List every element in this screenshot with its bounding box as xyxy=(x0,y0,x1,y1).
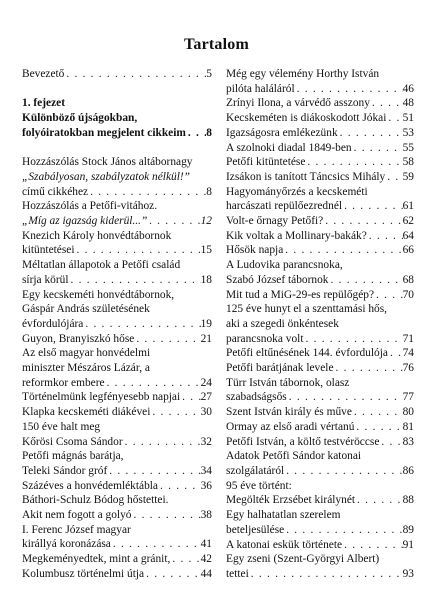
page-number: 89 xyxy=(402,523,414,536)
page-number: 88 xyxy=(402,494,414,507)
toc-entry-title: Petőfi István, a költő testvéröccse xyxy=(226,435,380,448)
page-number: 93 xyxy=(402,567,414,580)
toc-entry-title: Türr István tábornok, olasz xyxy=(226,376,350,389)
dot-leader xyxy=(385,170,402,185)
toc-entry-title: Volt-e őrnagy Petőfi? xyxy=(226,215,324,228)
toc-entry-title: Különböző újságokban, xyxy=(22,112,138,125)
dot-leader xyxy=(107,464,200,479)
page-number: 66 xyxy=(402,244,414,257)
toc-entry[interactable] xyxy=(22,449,212,478)
dot-leader xyxy=(374,288,403,303)
toc-entry-title: Hozzászólás a Petőfi-vitához. xyxy=(22,200,158,213)
toc-entry[interactable] xyxy=(226,420,414,435)
toc-entry[interactable] xyxy=(226,435,414,450)
toc-entry-title: Az első magyar honvédelmi xyxy=(22,347,151,360)
page-number: 74 xyxy=(402,347,414,360)
dot-leader xyxy=(75,243,201,258)
page-number: 46 xyxy=(402,82,414,95)
toc-entry[interactable] xyxy=(226,479,414,494)
toc-entry[interactable] xyxy=(22,420,212,449)
dot-leader xyxy=(367,229,403,244)
dot-leader xyxy=(284,464,402,479)
toc-entry-title: Klapka kecskeméti diákévei xyxy=(22,406,151,419)
toc-entry[interactable] xyxy=(22,552,212,567)
page-number: 81 xyxy=(402,420,414,433)
toc-entry[interactable] xyxy=(22,258,212,287)
toc-entry-title: Akit nem fogott a golyó xyxy=(22,509,132,522)
toc-entry-title: Adatok Petőfi Sándor katonai xyxy=(226,450,362,463)
toc-entry-title: című cikkéhez xyxy=(22,185,89,198)
toc-entry-title: 150 éve halt meg xyxy=(22,420,101,433)
toc-entry[interactable] xyxy=(22,229,212,258)
page-number: 64 xyxy=(402,229,414,242)
page-number: 68 xyxy=(402,273,414,286)
dot-leader xyxy=(304,332,403,347)
toc-entry[interactable] xyxy=(226,376,414,405)
toc-entry[interactable] xyxy=(226,141,414,156)
page-number: 71 xyxy=(402,332,414,345)
toc-entry[interactable] xyxy=(226,302,414,346)
page-number: 59 xyxy=(402,170,414,183)
toc-entry[interactable] xyxy=(226,361,414,376)
toc-entry[interactable] xyxy=(226,243,414,258)
toc-entry-title: Kőrösi Csoma Sándor xyxy=(22,435,123,448)
dot-leader xyxy=(105,376,201,391)
dot-leader xyxy=(305,155,402,170)
dot-leader xyxy=(329,273,403,288)
toc-entry[interactable] xyxy=(22,96,212,140)
toc-entry-title: Szabó József tábornok xyxy=(226,273,329,286)
page-number: 41 xyxy=(200,538,212,551)
page-number: 51 xyxy=(402,112,414,125)
page-number: 12 xyxy=(200,215,212,227)
toc-entry[interactable] xyxy=(226,185,414,214)
page-number: 42 xyxy=(200,553,212,566)
toc-entry[interactable] xyxy=(226,405,414,420)
toc-entry-title: miniszter Mészáros Lázár, a xyxy=(22,362,150,375)
page-number: 24 xyxy=(200,376,212,389)
toc-entry-title: „Szabályosan, szabályzatok nélkül!” xyxy=(22,170,191,183)
dot-leader xyxy=(150,405,200,420)
page-number: 8 xyxy=(206,126,212,139)
toc-entry-title: kitüntetései xyxy=(22,244,75,257)
toc-entry-title: Bevezető xyxy=(22,68,65,80)
page-number: 27 xyxy=(200,391,212,404)
toc-entry[interactable] xyxy=(226,552,414,581)
page-number: 58 xyxy=(402,156,414,169)
spacer xyxy=(22,82,212,97)
spacer xyxy=(22,141,212,156)
toc-entry-title: 125 éve hunyt el a szenttamási hős, xyxy=(226,303,388,316)
page-number: 77 xyxy=(402,391,414,404)
page-number: 83 xyxy=(402,435,414,448)
toc-entry-title: tettei xyxy=(226,567,249,580)
toc-entry-title: Egy zseni (Szent-Györgyi Albert) xyxy=(226,553,380,566)
toc-column-right xyxy=(226,67,414,582)
toc-entry-title: beteljesülése xyxy=(226,523,285,536)
toc-entry-title: harcászati repülőezrednél xyxy=(226,200,343,213)
toc-entry-title: Méltatlan állapotok a Petőfi család xyxy=(22,259,181,272)
toc-entry[interactable] xyxy=(22,288,212,332)
toc-entry-title: A katonai eskük története xyxy=(226,538,343,551)
toc-entry-title: Egy kecskeméti honvédtábornok, xyxy=(22,288,175,301)
toc-entry-title: Hősök napja xyxy=(226,244,284,257)
toc-entry[interactable] xyxy=(22,405,212,420)
toc-entry[interactable] xyxy=(226,126,414,141)
dot-leader xyxy=(386,111,402,126)
page-number: 76 xyxy=(402,362,414,375)
toc-entry-title: Izsákon is tanított Táncsics Mihály xyxy=(226,170,386,183)
toc-entry-title: Petőfi mágnás barátja, xyxy=(22,450,124,463)
toc-entry[interactable] xyxy=(226,111,414,126)
toc-entry-title: 95 éve történt: xyxy=(226,479,292,492)
toc-entry-title: Kecskeméten is diákoskodott Jókai xyxy=(226,112,387,125)
dot-leader xyxy=(123,435,201,450)
toc-entry-title: Knezich Károly honvédtábornok xyxy=(22,229,172,242)
dot-leader xyxy=(83,317,200,332)
page-number: 53 xyxy=(402,126,414,139)
toc-entry[interactable] xyxy=(226,67,414,96)
toc-entry-title: Gáspár András születésének xyxy=(22,303,150,316)
toc-entry[interactable] xyxy=(226,288,414,303)
dot-leader xyxy=(352,405,403,420)
dot-leader xyxy=(342,538,403,553)
toc-entry-title: Még egy vélemény Horthy István xyxy=(226,68,380,80)
toc-entry-title: Kik voltak a Mollinary-bakák? xyxy=(226,229,367,242)
toc-entry[interactable] xyxy=(226,346,414,361)
toc-entry-title: Guyon, Branyiszkó hőse xyxy=(22,332,135,345)
toc-entry-title: Ormay az első aradi vértanú xyxy=(226,420,355,433)
toc-entry-title: Egy halhatatlan szerelem xyxy=(226,509,341,522)
toc-entry-title: szolgálatáról xyxy=(226,464,285,477)
dot-leader xyxy=(249,567,403,582)
toc-entry[interactable] xyxy=(226,449,414,478)
page-number: 15 xyxy=(200,244,212,257)
dot-leader xyxy=(134,332,200,347)
toc-entry[interactable] xyxy=(226,258,414,287)
page-number: 70 xyxy=(402,288,414,301)
dot-leader xyxy=(64,67,206,82)
dot-leader xyxy=(342,199,403,214)
dot-leader xyxy=(388,346,403,361)
toc-entry[interactable] xyxy=(22,332,212,347)
page-number: 44 xyxy=(200,567,212,580)
toc-entry-title: „Míg az igazság kiderül...” xyxy=(22,215,148,227)
toc-entry[interactable] xyxy=(22,523,212,552)
dot-leader xyxy=(338,126,403,141)
toc-entry-title: Megkeményedtek, mint a gránit, xyxy=(22,553,171,566)
dot-leader xyxy=(334,361,403,376)
toc-entry-title: A szolnoki diadal 1849-ben xyxy=(226,141,352,154)
page-number: 62 xyxy=(402,215,414,228)
toc-entry-title: Igazságosra emlékezünk xyxy=(226,126,338,139)
dot-leader xyxy=(354,420,402,435)
toc-entry[interactable] xyxy=(226,214,414,229)
toc-entry[interactable] xyxy=(226,538,414,553)
dot-leader xyxy=(355,493,403,508)
toc-entry[interactable] xyxy=(22,479,212,494)
page-number: 61 xyxy=(402,200,414,213)
toc-entry-title: Petőfi kitüntetése xyxy=(226,156,306,169)
toc-entry-title: sírja körül xyxy=(22,273,69,286)
toc-entry[interactable] xyxy=(226,96,414,111)
dot-leader xyxy=(323,214,402,229)
toc-entry[interactable] xyxy=(22,508,212,523)
toc-entry-title: aki a szegedi önkéntesek xyxy=(226,317,339,330)
toc-entry-title: Megölték Erzsébet királynét xyxy=(226,494,356,507)
toc-entry-title: pilóta haláláról xyxy=(226,82,295,95)
dot-leader xyxy=(287,390,403,405)
toc-entry[interactable] xyxy=(22,567,212,582)
dot-leader xyxy=(144,567,200,582)
toc-entry[interactable] xyxy=(22,346,212,390)
page-number: 30 xyxy=(200,406,212,419)
dot-leader xyxy=(158,479,201,494)
toc-entry[interactable] xyxy=(22,390,212,405)
toc-entry-title: Petőfi barátjának levele xyxy=(226,362,334,375)
toc-entry-title: Mit tud a MiG-29-es repülőgép? xyxy=(226,288,375,301)
toc-entry-title: A Ludovika parancsnoka, xyxy=(226,259,343,272)
toc-entry-title: Kolumbusz történelmi útja xyxy=(22,567,145,580)
toc-entry-title: Petőfi eltűnésének 144. évfordulója xyxy=(226,347,388,360)
dot-leader xyxy=(180,390,200,405)
page-number: 5 xyxy=(206,68,212,80)
toc-entry-title: Százéves a honvédemléktábla xyxy=(22,479,158,492)
toc-entry-title: Teleki Sándor gróf xyxy=(22,464,108,477)
toc-entry[interactable] xyxy=(226,508,414,537)
toc-entry[interactable] xyxy=(226,170,414,185)
page-number: 55 xyxy=(402,141,414,154)
dot-leader xyxy=(352,141,403,156)
toc-entry-title: évfordulójára xyxy=(22,317,84,330)
toc-entry[interactable] xyxy=(22,214,212,229)
page-number: 34 xyxy=(200,464,212,477)
toc-entry-title: királlyá koronázása xyxy=(22,538,111,551)
toc-entry[interactable] xyxy=(22,155,212,170)
toc-entry[interactable] xyxy=(226,229,414,244)
toc-entry[interactable] xyxy=(22,67,212,82)
toc-entry-title: I. Ferenc József magyar xyxy=(22,523,131,536)
page-number: 36 xyxy=(200,479,212,492)
toc-entry-title: Zrínyi Ilona, a várvédő asszony xyxy=(226,97,370,110)
dot-leader xyxy=(147,214,200,229)
toc-entry[interactable] xyxy=(22,199,212,214)
page-number: 32 xyxy=(200,435,212,448)
toc-entry-title: Hozzászólás Stock János altábornagy xyxy=(22,156,193,169)
page-number: 91 xyxy=(402,538,414,551)
page-number: 48 xyxy=(402,97,414,110)
page-number: 18 xyxy=(200,273,212,286)
dot-leader xyxy=(69,273,201,288)
page-title: Tartalom xyxy=(183,36,249,53)
toc-entry[interactable] xyxy=(226,155,414,170)
page-number: 8 xyxy=(206,185,212,198)
page-number: 80 xyxy=(402,406,414,419)
toc-entry-title: Történelmünk legfényesebb napjai xyxy=(22,391,181,404)
dot-leader xyxy=(88,185,206,200)
dot-leader xyxy=(111,537,201,552)
dot-leader xyxy=(283,243,402,258)
toc-entry[interactable] xyxy=(22,170,212,185)
dot-leader xyxy=(295,82,403,97)
page-number: 19 xyxy=(200,317,212,330)
toc-entry-title: Szent István király és műve xyxy=(226,406,352,419)
toc-entry-title: reformkor embere xyxy=(22,376,105,389)
dot-leader xyxy=(370,96,403,111)
dot-leader xyxy=(379,435,402,450)
toc-entry[interactable] xyxy=(22,493,212,508)
toc-entry[interactable] xyxy=(226,493,414,508)
page-number: 21 xyxy=(200,332,212,345)
dot-leader xyxy=(186,126,206,141)
dot-leader xyxy=(131,508,200,523)
dot-leader xyxy=(170,552,200,567)
toc-entry-title: 1. fejezet xyxy=(22,97,65,110)
toc-entry-title: folyóiratokban megjelent cikkeim xyxy=(22,126,186,139)
toc-entry-title: Hagyományőrzés a kecskeméti xyxy=(226,185,368,198)
page-number: 86 xyxy=(402,464,414,477)
toc-column-left xyxy=(22,67,212,582)
toc-entry-title: Báthori-Schulz Bódog hőstettei. xyxy=(22,494,169,507)
toc-entry-title: szabadságsős xyxy=(226,391,287,404)
toc-entry[interactable] xyxy=(22,185,212,200)
dot-leader xyxy=(284,523,402,538)
page-number: 38 xyxy=(200,509,212,522)
toc-entry-title: parancsnoka volt xyxy=(226,332,304,345)
